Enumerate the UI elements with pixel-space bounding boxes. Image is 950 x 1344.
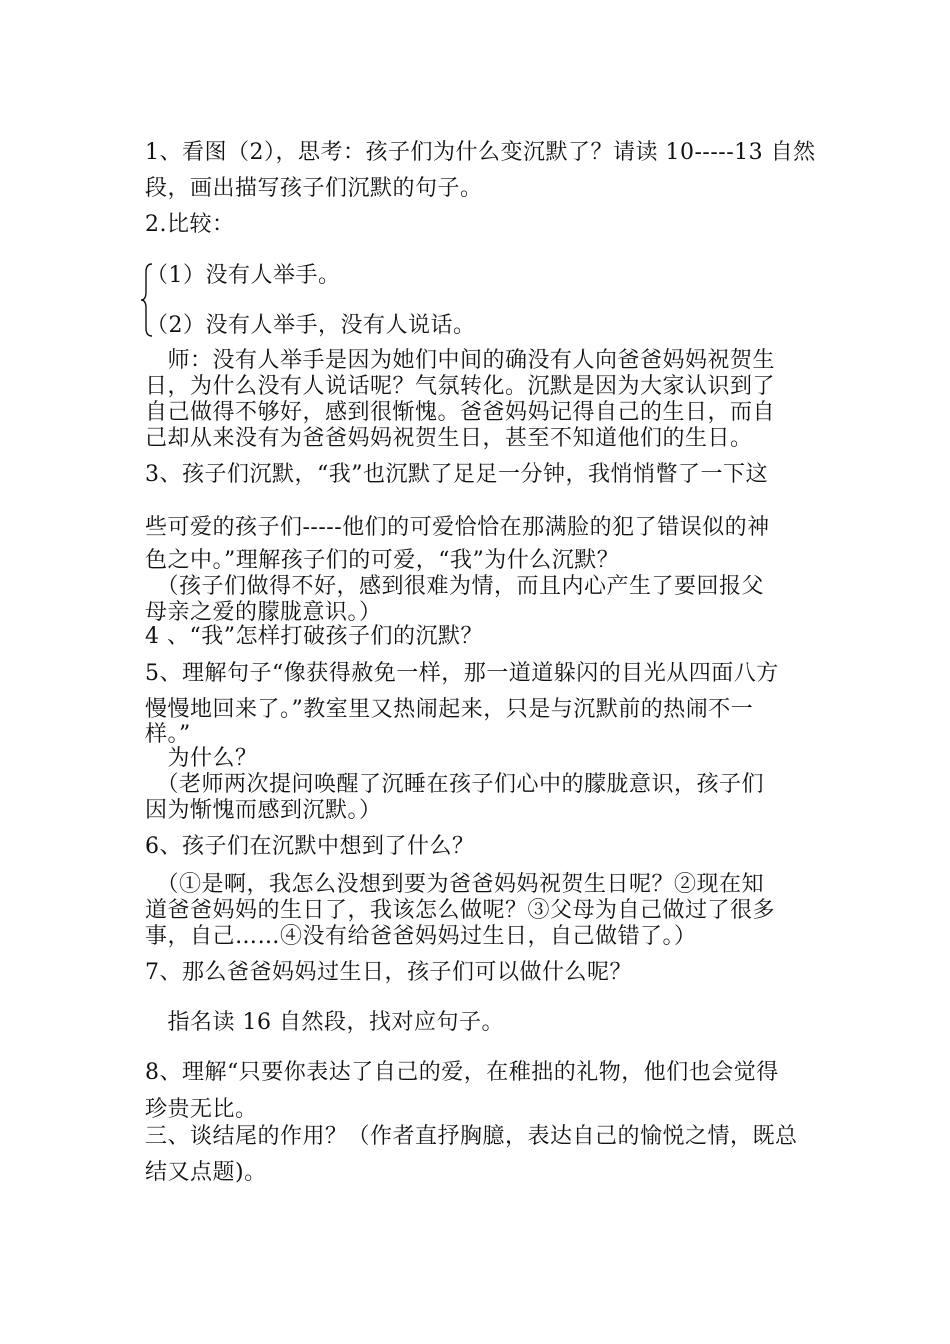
text-line: 珍贵无比。 xyxy=(145,1097,258,1122)
answer-line: 母亲之爱的朦胧意识。） xyxy=(145,600,382,625)
answer-line: 事，自己……④没有给爸爸妈妈过生日，自己做错了。） xyxy=(145,924,697,949)
text-line: 师：没有人举手是因为她们中间的确没有人向爸爸妈妈祝贺生 xyxy=(145,348,776,373)
text-line: 为什么？ xyxy=(145,746,258,771)
text-line: 指名读 16 自然段，找对应句子。 xyxy=(145,1010,504,1035)
text-line: 5、理解句子“像获得赦免一样，那一道道躲闪的目光从四面八方 xyxy=(145,661,779,686)
answer-line: 因为惭愧而感到沉默。） xyxy=(145,798,382,823)
text-line: 些可爱的孩子们-----他们的可爱恰恰在那满脸的犯了错误似的神 xyxy=(145,515,770,540)
answer-line: 道爸爸妈妈的生日了，我该怎么做呢？③父母为自己做过了很多 xyxy=(145,898,776,923)
text-line: 4 、“我”怎样打破孩子们的沉默？ xyxy=(145,624,483,649)
text-line: 段，画出描写孩子们沉默的句子。 xyxy=(145,176,483,201)
comparison-item-1: （1）没有人举手。 xyxy=(146,263,341,288)
text-line: 2.比较： xyxy=(145,212,235,237)
answer-line: （孩子们做得不好，感到很难为情，而且内心产生了要回报父 xyxy=(145,574,765,599)
text-line: 8、理解“只要你表达了自己的爱，在稚拙的礼物，他们也会觉得 xyxy=(145,1060,779,1085)
text-line: 1、看图（2），思考：孩子们为什么变沉默了？请读 10-----13 自然 xyxy=(145,140,816,165)
text-line: 己却从来没有为爸爸妈妈祝贺生日，甚至不知道他们的生日。 xyxy=(145,426,753,451)
text-line: 6、孩子们在沉默中想到了什么？ xyxy=(145,834,475,859)
text-line: 3、孩子们沉默，“我”也沉默了足足一分钟，我悄悄瞥了一下这 xyxy=(145,462,768,487)
text-line: 结又点题)。 xyxy=(145,1160,267,1185)
text-line: 慢慢地回来了。”教室里又热闹起来，只是与沉默前的热闹不一 xyxy=(145,697,754,722)
text-line: 日，为什么没有人说话呢？气氛转化。沉默是因为大家认识到了 xyxy=(145,374,776,399)
text-line: 自己做得不够好，感到很惭愧。爸爸妈妈记得自己的生日，而自 xyxy=(145,400,776,425)
answer-line: （①是啊，我怎么没想到要为爸爸妈妈祝贺生日呢？②现在知 xyxy=(145,872,765,897)
text-line: 7、那么爸爸妈妈过生日，孩子们可以做什么呢？ xyxy=(145,960,632,985)
answer-line: （老师两次提问唤醒了沉睡在孩子们心中的朦胧意识，孩子们 xyxy=(145,772,765,797)
text-line: 色之中。”理解孩子们的可爱，“我”为什么沉默？ xyxy=(145,548,620,573)
text-line: 三、谈结尾的作用？（作者直抒胸臆，表达自己的愉悦之情，既总 xyxy=(145,1124,798,1149)
text-line: 样。” xyxy=(145,722,191,747)
comparison-item-2: （2）没有人举手，没有人说话。 xyxy=(146,313,476,338)
